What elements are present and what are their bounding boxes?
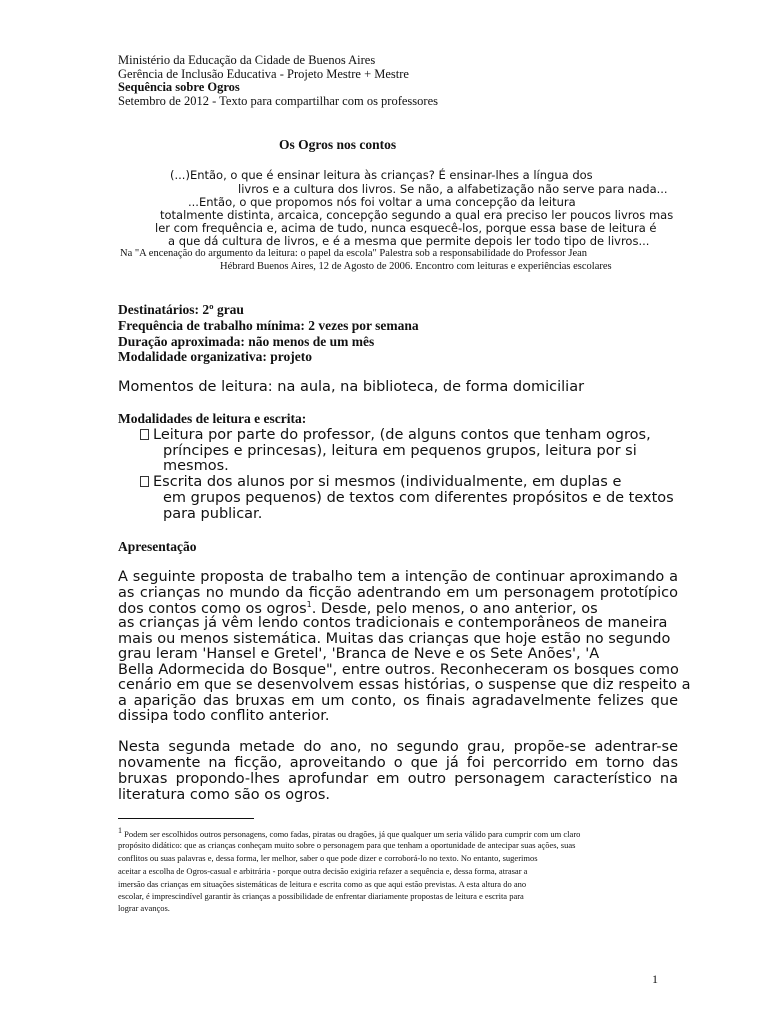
- quote-line: totalmente distinta, arcaica, concepção segundo a qual era preciso ler poucos livros mas: [160, 208, 674, 222]
- paragraph-line: mais ou menos sistemática. Muitas das crianças que hoje estão no segundo: [118, 631, 671, 647]
- paragraph-line: cenário em que se desenvolvem essas histórias, o suspense que diz respeito a: [118, 677, 691, 693]
- list-item: [140, 474, 621, 490]
- list-item: [140, 427, 651, 443]
- detail-destinatarios: Destinatários: 2º grau: [118, 302, 244, 317]
- list-item-continuation: mesmos.: [163, 458, 229, 474]
- footnote-line: conflitos ou suas palavras e, dessa forma, ler melhor, saber o que pode dizer e corroborá-lo no texto. No entanto, sugerimos: [118, 853, 538, 863]
- paragraph-line: novamente na ficção, aproveitando o que já foi percorrido em torno das: [118, 755, 678, 771]
- list-item-text: Leitura por parte do professor, (de alguns contos que tenham ogros,: [153, 427, 651, 443]
- header-sequence: Sequência sobre Ogros: [118, 80, 240, 94]
- header-department: Gerência de Inclusão Educativa - Projeto Mestre + Mestre: [118, 67, 409, 81]
- paragraph-line: literatura como são os ogros.: [118, 787, 330, 803]
- footnote-line: propósito didático: que as crianças conheçam muito sobre o personagem para que tenham a oportunidade de antecipar suas ações, suas: [118, 840, 576, 850]
- list-item-continuation: em grupos pequenos) de textos com diferentes propósitos e de textos: [163, 490, 674, 506]
- detail-modalidade: Modalidade organizativa: projeto: [118, 349, 312, 364]
- list-item-text: Escrita dos alunos por si mesmos (individualmente, em duplas e: [153, 474, 622, 490]
- list-item-continuation: príncipes e princesas), leitura em pequenos grupos, leitura por si: [163, 443, 637, 459]
- header-date: Setembro de 2012 - Texto para compartilhar com os professores: [118, 94, 438, 108]
- paragraph-line: dissipa todo conflito anterior.: [118, 708, 330, 724]
- footnote-marker: 1: [118, 826, 122, 835]
- paragraph-line: Nesta segunda metade do ano, no segundo grau, propõe-se adentrar-se: [118, 739, 678, 755]
- bullet-icon: [140, 476, 149, 487]
- paragraph-line: a aparição das bruxas em um conto, os finais agradavelmente felizes que: [118, 693, 678, 709]
- list-item-continuation: para publicar.: [163, 506, 263, 522]
- paragraph-line: grau leram 'Hansel e Gretel', 'Branca de Neve e os Sete Anões', 'A: [118, 646, 600, 662]
- paragraph-line: bruxas propondo-lhes aprofundar em outro personagem característico na: [118, 771, 678, 787]
- page-number: 1: [652, 972, 658, 986]
- footnote-line: escolar, é imprescindível garantir às crianças a possibilidade de enfrentar diariamente propostas de leitura e escrita para: [118, 891, 524, 901]
- footnote-line: [118, 826, 580, 839]
- reading-moments: Momentos de leitura: na aula, na biblioteca, de forma domiciliar: [118, 379, 585, 395]
- quote-line: a que dá cultura de livros, e é a mesma que permite depois ler todo tipo de livros...: [168, 234, 650, 248]
- quote-line: ...Então, o que propomos nós foi voltar a uma concepção da leitura: [188, 195, 576, 209]
- footnote-line: lograr avanços.: [118, 903, 170, 913]
- modalidades-heading: Modalidades de leitura e escrita:: [118, 411, 307, 426]
- quote-line: (...)Então, o que é ensinar leitura às crianças? É ensinar-lhes a língua dos: [170, 168, 593, 182]
- footnote-line: imersão das crianças em situações sistemáticas de leitura e escrita como as que aqui estão previstas. A esta altura do ano: [118, 879, 527, 889]
- paragraph-line: as crianças no mundo da ficção adentrando em um personagem prototípico: [118, 585, 678, 601]
- footnote-text: Podem ser escolhidos outros personagens, como fadas, piratas ou dragões, já que qualquer um seria válido para cumprir com um claro: [124, 828, 581, 839]
- paragraph-line: Bella Adormecida do Bosque", entre outros. Reconheceram os bosques como: [118, 662, 679, 678]
- quote-citation: Hébrard Buenos Aires, 12 de Agosto de 2006. Encontro com leituras e experiências escolares: [220, 261, 612, 272]
- header-ministry: Ministério da Educação da Cidade de Buenos Aires: [118, 53, 376, 67]
- paragraph-text: . Desde, pelo menos, o ano anterior, os: [311, 600, 598, 617]
- quote-line: ler com frequência e, acima de tudo, nunca esquecê-los, porque essa base de leitura é: [155, 221, 657, 235]
- paragraph-text: dos contos como os ogros: [118, 600, 307, 617]
- page-title: Os Ogros nos contos: [279, 137, 397, 152]
- paragraph-line: as crianças já vêm lendo contos tradicionais e contemporâneos de maneira: [118, 615, 668, 631]
- footnote-line: aceitar a escolha de Ogros-casual e arbitrária - porque outra decisão exigiria refazer a sequência e, dessa forma, atrasar a: [118, 866, 528, 876]
- quote-citation: Na "A encenação do argumento da leitura: o papel da escola" Palestra sob a responsabilidade do Professor Jean: [120, 248, 588, 259]
- footnote-reference[interactable]: 1: [306, 600, 312, 609]
- detail-frequencia: Frequência de trabalho mínima: 2 vezes por semana: [118, 318, 419, 333]
- paragraph-line: A seguinte proposta de trabalho tem a intenção de continuar aproximando a: [118, 569, 678, 585]
- detail-duracao: Duração aproximada: não menos de um mês: [118, 334, 375, 349]
- bullet-icon: [140, 429, 149, 440]
- presentation-heading: Apresentação: [118, 539, 197, 554]
- quote-line: livros e a cultura dos livros. Se não, a alfabetização não serve para nada...: [238, 182, 668, 196]
- footnote-divider: [118, 818, 254, 819]
